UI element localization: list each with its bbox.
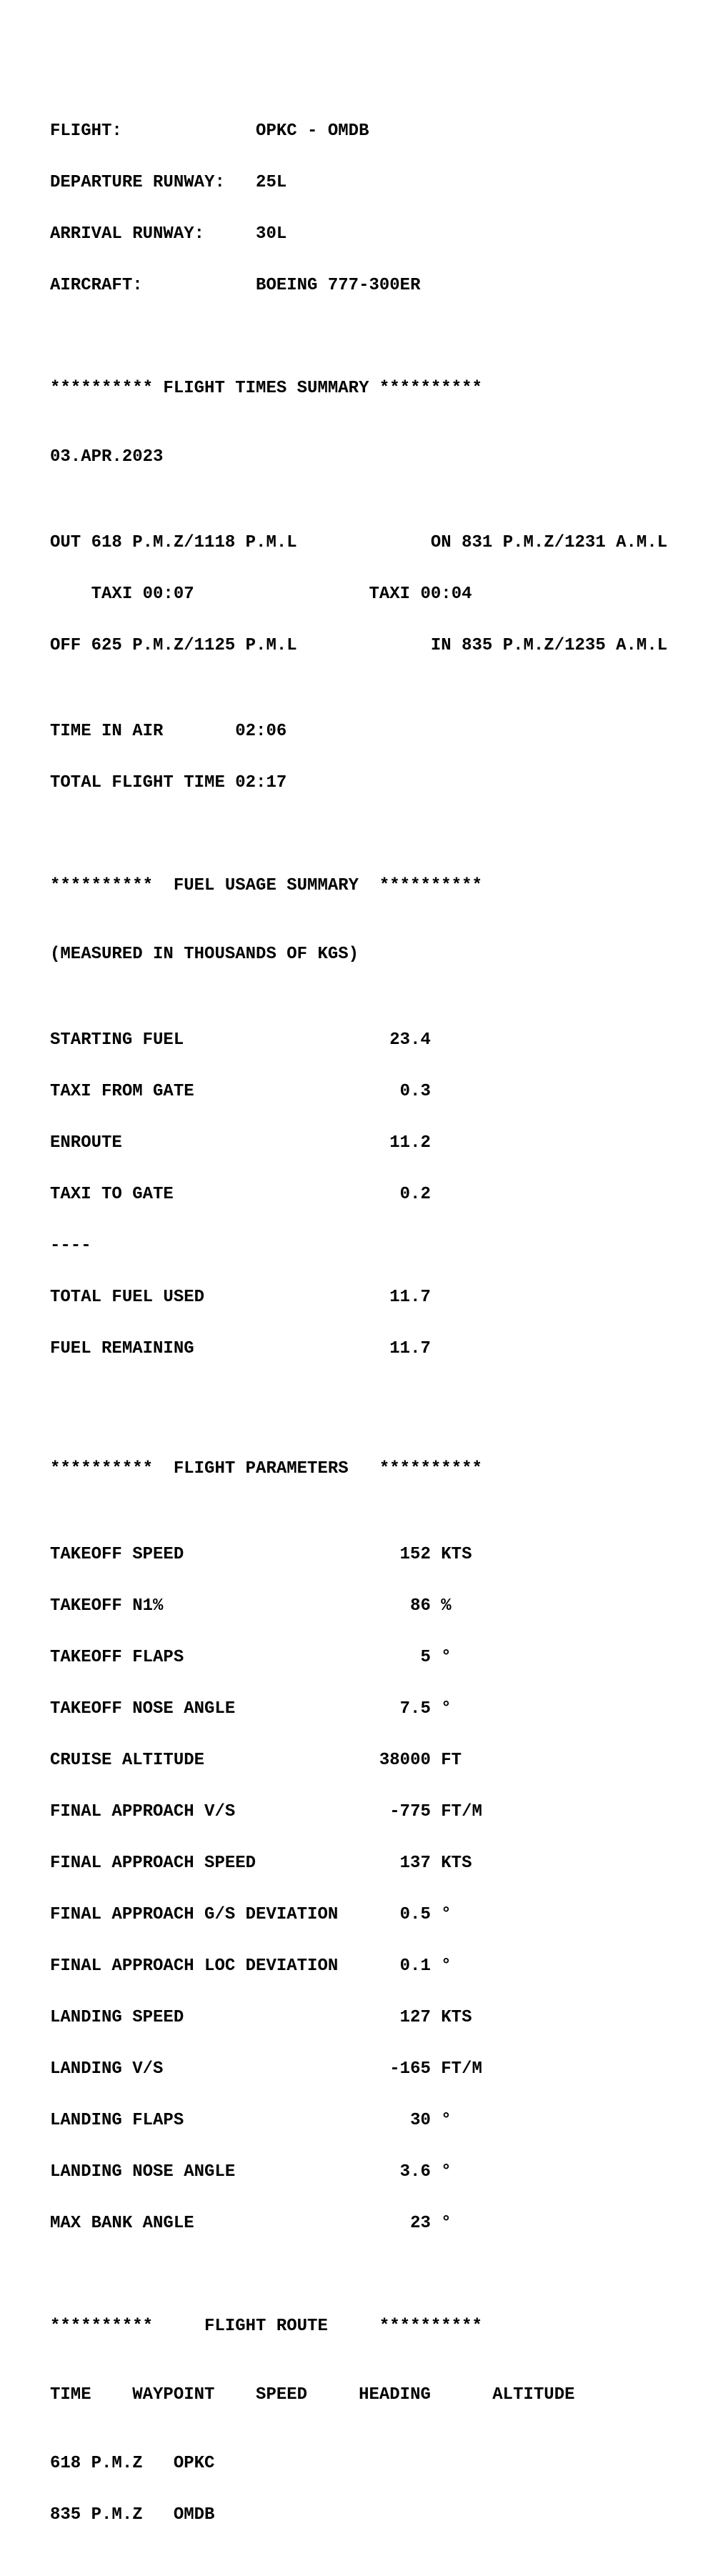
taxi-from-gate-value: 0.3 (399, 1082, 431, 1101)
landing-speed-unit: KTS (441, 2008, 472, 2027)
taxi-to-gate-label: TAXI TO GATE (50, 1185, 174, 1204)
taxi-in-time: TAXI 00:04 (369, 585, 472, 604)
in-time: IN 835 P.M.Z/1235 A.M.L (430, 636, 668, 655)
enroute-fuel-value: 11.2 (389, 1133, 431, 1153)
total-fuel-used-label: TOTAL FUEL USED (50, 1288, 205, 1307)
max-bank-angle-label: MAX BANK ANGLE (50, 2214, 194, 2233)
landing-nose-angle-unit: ° (441, 2162, 452, 2182)
section-header-flight-route: ********** FLIGHT ROUTE ********** (50, 2317, 482, 2336)
departure-runway-value: 25L (256, 173, 287, 192)
time-in-air-value: 02:06 (235, 722, 287, 741)
final-approach-vs-value: -775 (389, 1802, 431, 1821)
route-time: 618 P.M.Z (50, 2454, 143, 2473)
fuel-row (50, 1083, 667, 1100)
starting-fuel-value: 23.4 (389, 1030, 431, 1050)
parameter-row (50, 1701, 667, 1718)
landing-vs-unit: FT/M (441, 2059, 482, 2079)
fuel-row (50, 1135, 667, 1152)
parameter-row (50, 2215, 667, 2232)
parameter-row (50, 1804, 667, 1821)
total-fuel-used-value: 11.7 (389, 1288, 431, 1307)
column-header-speed: SPEED (256, 2385, 308, 2405)
takeoff-speed-label: TAKEOFF SPEED (50, 1545, 184, 1564)
gs-deviation-value: 0.5 (399, 1905, 431, 1924)
section-header-fuel-usage: ********** FUEL USAGE SUMMARY ********** (50, 876, 482, 895)
cruise-altitude-value: 38000 (379, 1751, 431, 1770)
takeoff-flaps-value: 5 (420, 1648, 431, 1667)
takeoff-n1-label: TAKEOFF N1% (50, 1596, 164, 1616)
fuel-divider: ---- (50, 1236, 91, 1255)
column-header-altitude: ALTITUDE (492, 2385, 575, 2405)
gs-deviation-label: FINAL APPROACH G/S DEVIATION (50, 1905, 339, 1924)
landing-flaps-value: 30 (410, 2111, 431, 2130)
time-in-air-label: TIME IN AIR (50, 722, 164, 741)
route-row (50, 2507, 667, 2524)
section-header-flight-parameters: ********** FLIGHT PARAMETERS ********** (50, 1459, 482, 1478)
oooi-off-in-row (50, 637, 667, 655)
total-flight-time-label: TOTAL FLIGHT TIME (50, 773, 225, 792)
takeoff-nose-angle-value: 7.5 (399, 1699, 431, 1719)
takeoff-flaps-unit: ° (441, 1648, 452, 1667)
fuel-total-row (50, 1289, 667, 1306)
route-waypoint: OPKC (173, 2454, 215, 2473)
final-approach-vs-unit: FT/M (441, 1802, 482, 1821)
loc-deviation-label: FINAL APPROACH LOC DEVIATION (50, 1956, 339, 1976)
takeoff-speed-value: 152 (399, 1545, 431, 1564)
total-flight-time-row (50, 775, 667, 792)
fuel-row (50, 1186, 667, 1203)
column-header-time: TIME (50, 2385, 91, 2405)
landing-nose-angle-value: 3.6 (399, 2162, 431, 2182)
column-header-heading: HEADING (359, 2385, 431, 2405)
enroute-fuel-label: ENROUTE (50, 1133, 122, 1153)
takeoff-nose-angle-unit: ° (441, 1699, 452, 1719)
final-approach-speed-value: 137 (399, 1854, 431, 1873)
parameter-row (50, 2112, 667, 2129)
route-time: 835 P.M.Z (50, 2505, 143, 2525)
flight-info-row (50, 277, 667, 294)
parameter-row (50, 1906, 667, 1924)
final-approach-speed-label: FINAL APPROACH SPEED (50, 1854, 256, 1873)
arrival-runway-value: 30L (256, 224, 287, 244)
parameter-row (50, 1598, 667, 1615)
cruise-altitude-unit: FT (441, 1751, 462, 1770)
flight-info-row (50, 226, 667, 243)
section-header-flight-times: ********** FLIGHT TIMES SUMMARY ********** (50, 379, 482, 398)
aircraft-label: AIRCRAFT: (50, 276, 143, 295)
max-bank-angle-value: 23 (410, 2214, 431, 2233)
flight-label: FLIGHT: (50, 121, 122, 141)
fuel-remaining-value: 11.7 (389, 1339, 431, 1358)
fuel-remaining-label: FUEL REMAINING (50, 1339, 194, 1358)
parameter-row (50, 2164, 667, 2181)
parameter-row (50, 1855, 667, 1872)
arrival-runway-label: ARRIVAL RUNWAY: (50, 224, 205, 244)
landing-flaps-label: LANDING FLAPS (50, 2111, 184, 2130)
fuel-row (50, 1032, 667, 1049)
final-approach-speed-unit: KTS (441, 1854, 472, 1873)
parameter-row (50, 1649, 667, 1666)
parameter-row (50, 2009, 667, 2027)
parameter-row (50, 1546, 667, 1563)
parameter-row (50, 1958, 667, 1975)
departure-runway-label: DEPARTURE RUNWAY: (50, 173, 225, 192)
flight-date: 03.APR.2023 (50, 447, 164, 467)
takeoff-n1-value: 86 (410, 1596, 431, 1616)
route-row (50, 2455, 667, 2472)
column-header-waypoint: WAYPOINT (132, 2385, 215, 2405)
oooi-taxi-row (50, 586, 667, 603)
starting-fuel-label: STARTING FUEL (50, 1030, 184, 1050)
cruise-altitude-label: CRUISE ALTITUDE (50, 1751, 205, 1770)
takeoff-flaps-label: TAKEOFF FLAPS (50, 1648, 184, 1667)
route-table-header (50, 2387, 667, 2404)
flight-info-row (50, 123, 667, 140)
parameter-row (50, 2061, 667, 2078)
flight-log-document (50, 54, 667, 2575)
aircraft-value: BOEING 777-300ER (256, 276, 421, 295)
landing-speed-label: LANDING SPEED (50, 2008, 184, 2027)
loc-deviation-unit: ° (441, 1956, 452, 1976)
out-time: OUT 618 P.M.Z/1118 P.M.L (50, 533, 297, 552)
flight-value: OPKC - OMDB (256, 121, 369, 141)
flight-info-row (50, 174, 667, 192)
total-flight-time-value: 02:17 (235, 773, 287, 792)
landing-vs-label: LANDING V/S (50, 2059, 164, 2079)
landing-flaps-unit: ° (441, 2111, 452, 2130)
taxi-to-gate-value: 0.2 (399, 1185, 431, 1204)
off-time: OFF 625 P.M.Z/1125 P.M.L (50, 636, 297, 655)
time-in-air-row (50, 723, 667, 740)
takeoff-n1-unit: % (441, 1596, 452, 1616)
fuel-units-note: (MEASURED IN THOUSANDS OF KGS) (50, 945, 359, 964)
taxi-from-gate-label: TAXI FROM GATE (50, 1082, 194, 1101)
taxi-out-time: TAXI 00:07 (91, 585, 194, 604)
loc-deviation-value: 0.1 (399, 1956, 431, 1976)
final-approach-vs-label: FINAL APPROACH V/S (50, 1802, 236, 1821)
gs-deviation-unit: ° (441, 1905, 452, 1924)
takeoff-nose-angle-label: TAKEOFF NOSE ANGLE (50, 1699, 236, 1719)
parameter-row (50, 1752, 667, 1769)
takeoff-speed-unit: KTS (441, 1545, 472, 1564)
route-waypoint: OMDB (173, 2505, 215, 2525)
landing-vs-value: -165 (389, 2059, 431, 2079)
on-time: ON 831 P.M.Z/1231 A.M.L (430, 533, 668, 552)
max-bank-angle-unit: ° (441, 2214, 452, 2233)
oooi-out-on-row (50, 534, 667, 552)
landing-nose-angle-label: LANDING NOSE ANGLE (50, 2162, 236, 2182)
fuel-total-row (50, 1341, 667, 1358)
landing-speed-value: 127 (399, 2008, 431, 2027)
